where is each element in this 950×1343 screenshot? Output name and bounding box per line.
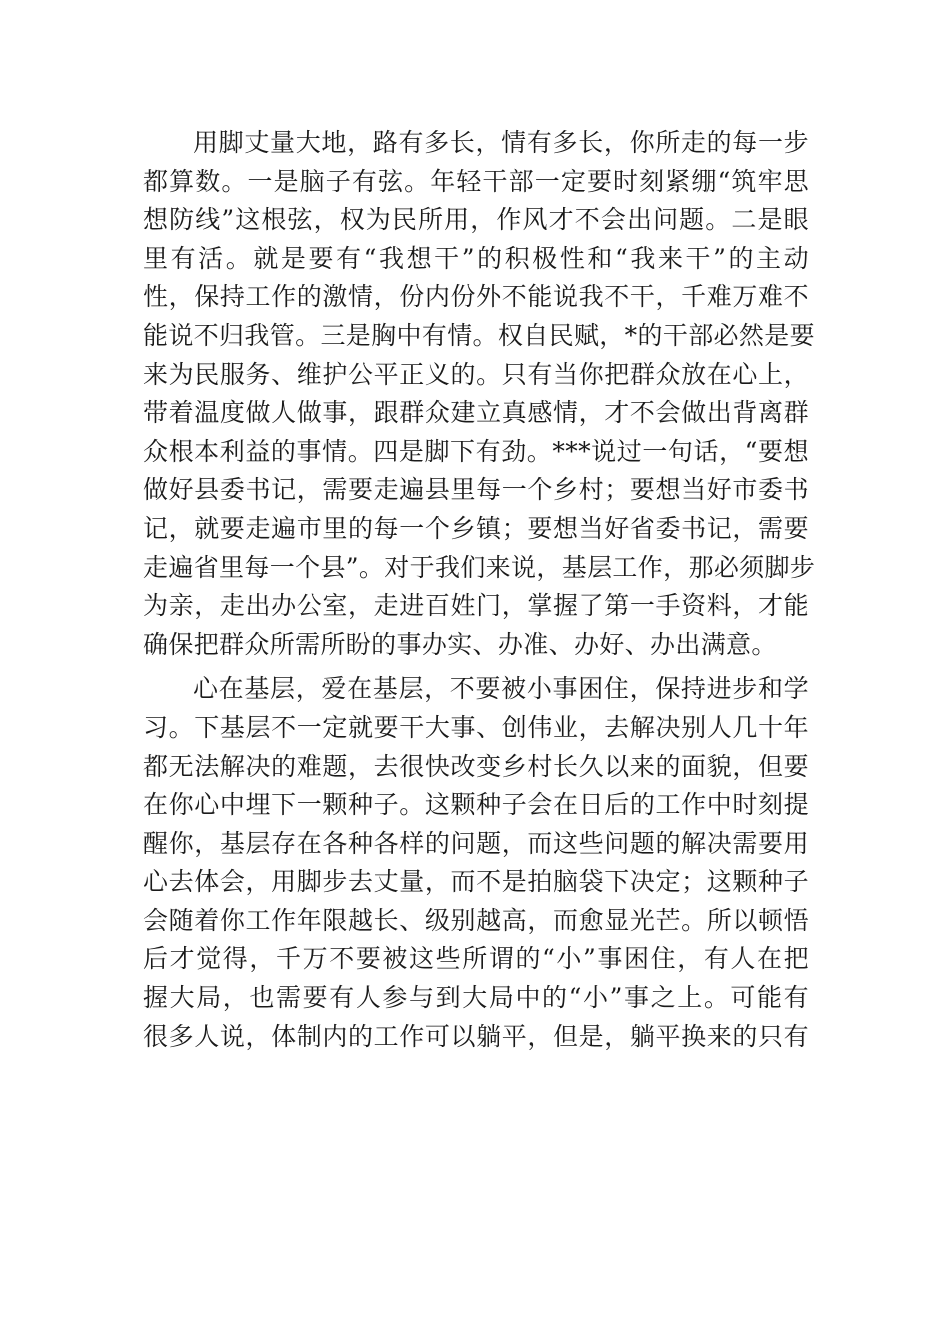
text-line: 习。下基层不一定就要干大事、创伟业，去解决别人几十年	[143, 712, 809, 742]
text-line: 能说不归我管。三是胸中有情。权自民赋，*的干部必然是要	[143, 320, 815, 350]
text-line: 记，就要走遍市里的每一个乡镇；要想当好省委书记，需要	[143, 513, 809, 543]
text-line: 性，保持工作的激情，份内份外不能说我不干，千难万难不	[143, 282, 809, 312]
text-line: 带着温度做人做事，跟群众建立真感情，才不会做出背离群	[143, 398, 809, 428]
text-line: 在你心中埋下一颗种子。这颗种子会在日后的工作中时刻提	[143, 790, 809, 820]
text-line: 想防线”这根弦，权为民所用，作风才不会出问题。二是眼	[143, 205, 809, 235]
text-line: 后才觉得，千万不要被这些所谓的“小”事困住，有人在把	[143, 944, 809, 974]
text-line: 握大局，也需要有人参与到大局中的“小”事之上。可能有	[143, 983, 809, 1013]
text-line: 走遍省里每一个县”。对于我们来说，基层工作，那必须脚步	[143, 552, 816, 582]
text-line: 心去体会，用脚步去丈量，而不是拍脑袋下决定；这颗种子	[143, 867, 809, 897]
text-line: 确保把群众所需所盼的事办实、办准、办好、办出满意。	[143, 629, 777, 659]
text-line: 为亲，走出办公室，走进百姓门，掌握了第一手资料，才能	[143, 591, 809, 621]
text-line: 醒你，基层存在各种各样的问题，而这些问题的解决需要用	[143, 828, 809, 858]
text-line: 众根本利益的事情。四是脚下有劲。***说过一句话，“要想	[143, 436, 809, 466]
paragraph-1	[143, 124, 816, 664]
text-line: 里有活。就是要有“我想干”的积极性和“我来干”的主动	[143, 243, 809, 273]
text-line: 都无法解决的难题，去很快改变乡村长久以来的面貌，但要	[143, 751, 809, 781]
document-body	[143, 124, 816, 1056]
text-line: 心在基层，爱在基层，不要被小事困住，保持进步和学	[193, 674, 809, 704]
text-line: 会随着你工作年限越长、级别越高，而愈显光芒。所以顿悟	[143, 905, 809, 935]
text-line: 很多人说，体制内的工作可以躺平，但是，躺平换来的只有	[143, 1021, 809, 1051]
text-line: 来为民服务、维护公平正义的。只有当你把群众放在心上，	[143, 359, 809, 389]
paragraph-2	[143, 670, 809, 1056]
text-line: 做好县委书记，需要走遍县里每一个乡村；要想当好市委书	[143, 475, 809, 505]
text-line: 都算数。一是脑子有弦。年轻干部一定要时刻紧绷“筑牢思	[143, 166, 809, 196]
text-line: 用脚丈量大地，路有多长，情有多长，你所走的每一步	[193, 128, 809, 157]
